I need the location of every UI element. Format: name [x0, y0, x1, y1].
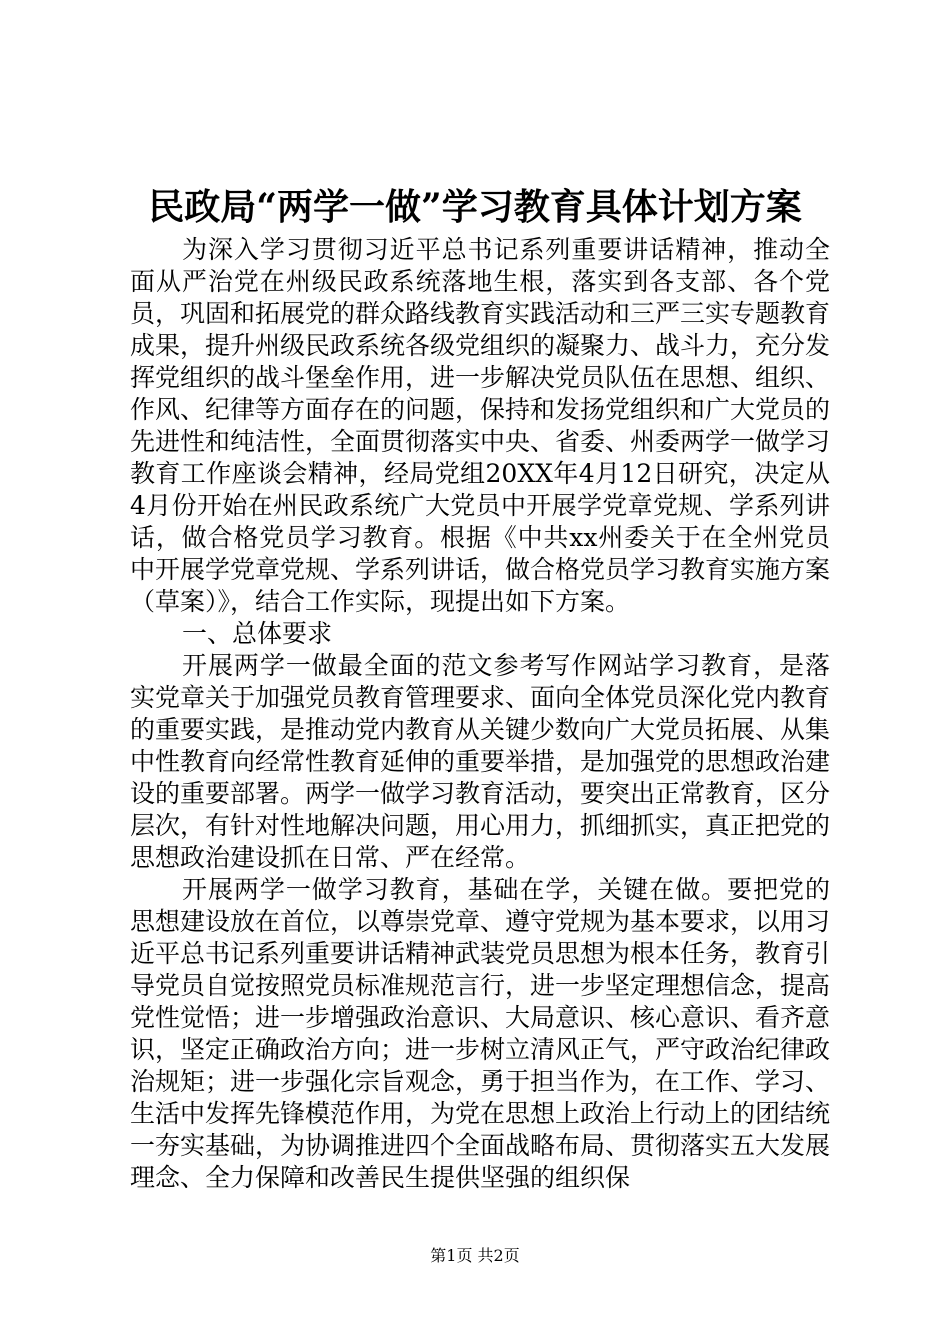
document-body [130, 234, 830, 1194]
document-title: 民政局“两学一做”学习教育具体计划方案 [148, 186, 802, 228]
paragraph-intro: 为深入学习贯彻习近平总书记系列重要讲话精神，推动全面从严治党在州级民政系统落地生根，落实到各支部、各个党员，巩固和拓展党的群众路线教育实践活动和三严三实专题教育成果，提升州级民政系统各级党组织的凝聚力、战斗力，充分发挥党组织的战斗堡垒作用，进一步解决党员队伍在思想、组织、作风、纪律等方面存在的问题，保持和发扬党组织和广大党员的先进性和纯洁性，全面贯彻落实中央、省委、州委两学一做学习教育工作座谈会精神，经局党组20XX年4月12日研究，决定从4月份开始在州民政系统广大党员中开展学党章党规、学系列讲话，做合格党员学习教育。根据《中共xx州委关于在全州党员中开展学党章党规、学系列讲话，做合格党员学习教育实施方案（草案）》，结合工作实际，现提出如下方案。 [130, 235, 831, 616]
section-heading-overall-requirements: 一、总体要求 [182, 619, 333, 648]
page-number-footer: 第1页 共2页 [430, 1246, 520, 1265]
paragraph-overall-1: 开展两学一做最全面的范文参考写作网站学习教育，是落实党章关于加强党员教育管理要求、面向全体党员深化党内教育的重要实践，是推动党内教育从关键少数向广大党员拓展、从集中性教育向经常性教育延伸的重要举措，是加强党的思想政治建设的重要部署。两学一做学习教育活动，要突出正常教育，区分层次，有针对性地解决问题，用心用力，抓细抓实，真正把党的思想政治建设抓在日常、严在经常。 [130, 651, 831, 872]
paragraph-overall-2: 开展两学一做学习教育，基础在学，关键在做。要把党的思想建设放在首位，以尊崇党章、遵守党规为基本要求，以用习近平总书记系列重要讲话精神武装党员思想为根本任务，教育引导党员自觉按照党员标准规范言行，进一步坚定理想信念，提高党性觉悟；进一步增强政治意识、大局意识、核心意识、看齐意识，坚定正确政治方向；进一步树立清风正气，严守政治纪律政治规矩；进一步强化宗旨观念，勇于担当作为，在工作、学习、生活中发挥先锋模范作用，为党在思想上政治上行动上的团结统一夯实基础，为协调推进四个全面战略布局、贯彻落实五大发展理念、全力保障和改善民生提供坚强的组织保 [130, 875, 831, 1192]
